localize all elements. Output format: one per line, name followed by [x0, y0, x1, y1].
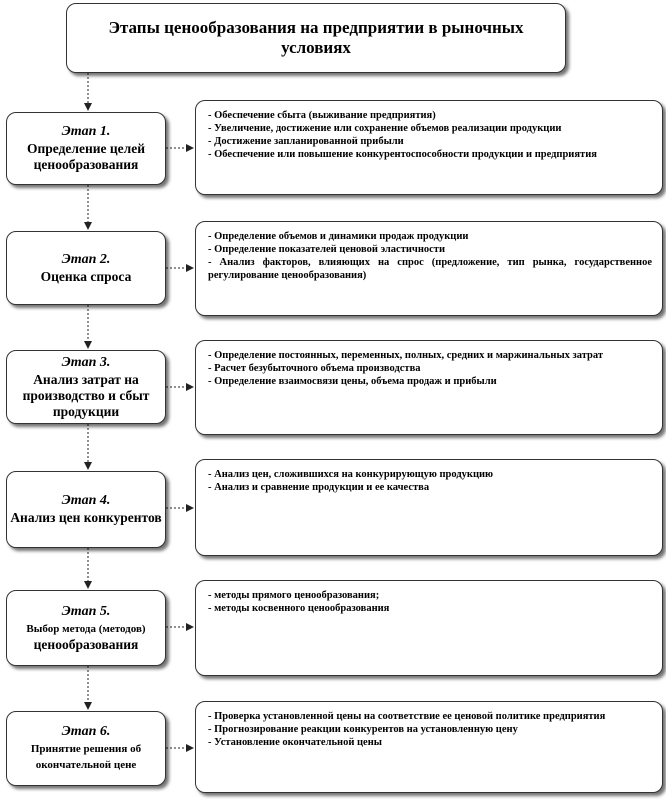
stage-1-name: Определение целей ценообразования — [26, 141, 146, 172]
stage-4-box — [6, 471, 166, 548]
stage-1-box — [6, 112, 166, 185]
stage-5-item: - методы прямого ценообразования; — [208, 590, 380, 601]
stage-5-label: Этап 5. — [61, 603, 111, 619]
stage-6-label: Этап 6. — [61, 724, 111, 739]
stage-3-item: - Определение постоянных, переменных, полных, средних и маржинальных затрат — [208, 350, 603, 361]
stage-3-box — [6, 350, 166, 424]
stage-1-item: - Обеспечение сбыта (выживание предприятия) — [208, 110, 436, 121]
stage-5-box — [6, 590, 166, 666]
stage-5-details — [195, 580, 663, 676]
stage-2-item: - Анализ факторов, влияющих на спрос (предложение, тип рынка, государственное регулирование ценообразования) — [208, 257, 652, 281]
stage-2-box — [6, 231, 166, 305]
stage-6-details — [195, 701, 663, 793]
stage-4-details — [195, 459, 663, 556]
stage-6-box — [6, 711, 166, 786]
stage-4-item: - Анализ и сравнение продукции и ее качества — [208, 482, 430, 493]
diagram-title — [66, 3, 566, 73]
stage-6-item: - Прогнозирование реакции конкурентов на установленную цену — [208, 724, 518, 735]
stage-5-name-line1: Выбор метода (методов) — [26, 622, 146, 635]
stage-3-name: Анализ затрат на производство и сбыт продукции — [22, 371, 150, 419]
stage-2-label: Этап 2. — [61, 251, 111, 267]
stage-3-label: Этап 3. — [61, 354, 111, 370]
stage-1-item: - Достижение запланированной прибыли — [208, 136, 404, 147]
stage-4-item: - Анализ цен, сложившихся на конкурирующую продукцию — [208, 469, 494, 480]
stage-5-item: - методы косвенного ценообразования — [208, 603, 390, 614]
stage-5-name-line2: ценообразования — [33, 636, 139, 652]
stage-6-item: - Проверка установленной цены на соответствие ее ценовой политике предприятия — [208, 711, 606, 722]
stage-3-item: - Расчет безубыточного объема производства — [208, 363, 421, 374]
stage-2-item: - Определение показателей ценовой эластичности — [208, 244, 446, 255]
diagram-title-text: Этапы ценообразования на предприятии в рыночных условиях — [108, 18, 524, 57]
stage-4-label: Этап 4. — [61, 493, 111, 508]
stage-1-item: - Обеспечение или повышение конкурентоспособности продукции и предприятия — [208, 149, 597, 160]
stage-4-name: Анализ цен конкурентов — [10, 510, 162, 525]
stage-1-details — [195, 100, 663, 195]
stage-2-details — [195, 221, 663, 316]
stage-1-label: Этап 1. — [61, 124, 111, 139]
stage-6-name: Принятие решения об окончательной цене — [30, 743, 142, 771]
stage-1-item: - Увеличение, достижение или сохранение объемов реализации продукции — [208, 123, 562, 134]
stage-3-details — [195, 340, 663, 435]
stage-2-name: Оценка спроса — [40, 268, 132, 284]
stage-6-item: - Установление окончательной цены — [208, 737, 382, 748]
stage-2-item: - Определение объемов и динамики продаж продукции — [208, 231, 469, 242]
stage-3-item: - Определение взаимосвязи цены, объема продаж и прибыли — [208, 376, 497, 387]
